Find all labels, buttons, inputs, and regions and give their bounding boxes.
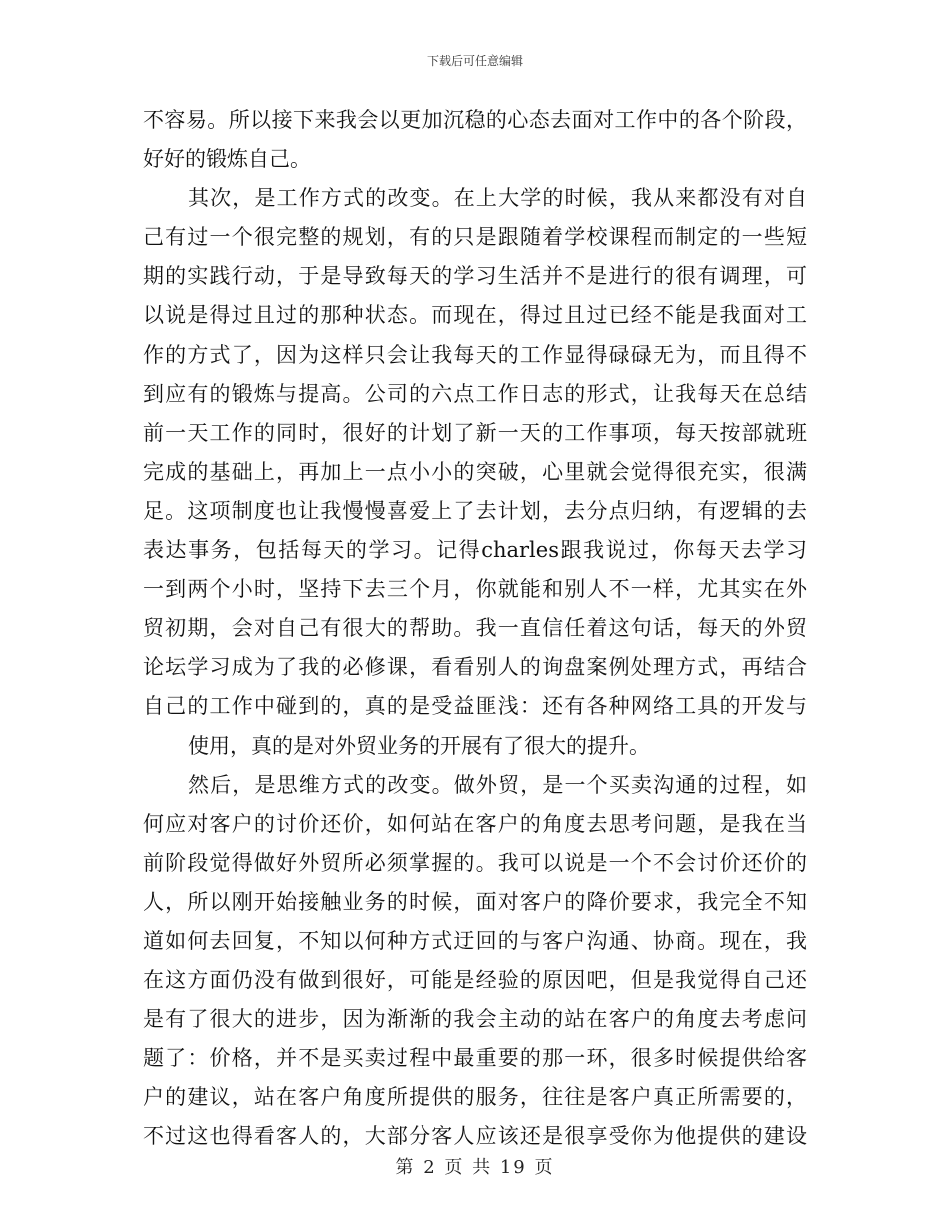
text-line-12: 表达事务，包括每天的学习。记得charles跟我说过，你每天去学习: [143, 538, 807, 563]
page-header: 下载后可任意编辑: [426, 54, 523, 68]
text-line-27: 不过这也得看客人的，大部分客人应该还是很享受你为他提供的建设: [143, 1124, 807, 1149]
text-line-14: 贸初期，会对自己有很大的帮助。我一直信任着这句话，每天的外贸: [143, 616, 807, 641]
text-line-3: 其次，是工作方式的改变。在上大学的时候，我从来都没有对自: [188, 186, 807, 211]
text-line-8: 到应有的锻炼与提高。公司的六点工作日志的形式，让我每天在总结: [143, 381, 807, 406]
text-line-25: 题了：价格，并不是买卖过程中最重要的那一环，很多时候提供给客: [143, 1046, 807, 1071]
text-line-5: 期的实践行动，于是导致每天的学习生活并不是进行的很有调理，可: [143, 264, 807, 289]
text-line-24: 是有了很大的进步，因为渐渐的我会主动的站在客户的角度去考虑问: [143, 1007, 807, 1032]
text-line-16: 自己的工作中碰到的，真的是受益匪浅：还有各种网络工具的开发与: [143, 694, 807, 719]
text-line-20: 前阶段觉得做好外贸所必须掌握的。我可以说是一个不会讨价还价的: [143, 850, 807, 875]
text-line-13: 一到两个小时，坚持下去三个月，你就能和别人不一样，尤其实在外: [143, 577, 807, 602]
text-line-18: 然后，是思维方式的改变。做外贸，是一个买卖沟通的过程，如: [188, 772, 807, 797]
text-line-17: 使用，真的是对外贸业务的开展有了很大的提升。: [188, 733, 650, 758]
text-line-22: 道如何去回复，不知以何种方式迂回的与客户沟通、协商。现在，我: [143, 928, 807, 953]
document-body: [143, 101, 807, 1157]
text-line-6: 以说是得过且过的那种状态。而现在，得过且过已经不能是我面对工: [143, 303, 807, 328]
text-line-15: 论坛学习成为了我的必修课，看看别人的询盘案例处理方式，再结合: [143, 655, 807, 680]
text-line-2: 好好的锻炼自己。: [143, 147, 311, 172]
text-line-9: 前一天工作的同时，很好的计划了新一天的工作事项，每天按部就班: [143, 420, 807, 445]
text-line-11: 足。这项制度也让我慢慢喜爱上了去计划，去分点归纳，有逻辑的去: [143, 498, 807, 523]
page-number-footer: 第 2 页 共 19 页: [395, 1157, 555, 1178]
text-line-21: 人，所以刚开始接触业务的时候，面对客户的降价要求，我完全不知: [143, 889, 807, 914]
text-line-10: 完成的基础上，再加上一点小小的突破，心里就会觉得很充实，很满: [143, 459, 807, 484]
text-line-1: 不容易。所以接下来我会以更加沉稳的心态去面对工作中的各个阶段，: [143, 108, 807, 132]
text-line-26: 户的建议，站在客户角度所提供的服务，往往是客户真正所需要的，: [143, 1085, 807, 1110]
text-line-7: 作的方式了，因为这样只会让我每天的工作显得碌碌无为，而且得不: [143, 342, 807, 367]
text-line-19: 何应对客户的讨价还价，如何站在客户的角度去思考问题，是我在当: [143, 811, 807, 836]
text-line-4: 己有过一个很完整的规划，有的只是跟随着学校课程而制定的一些短: [143, 225, 807, 250]
text-line-23: 在这方面仍没有做到很好，可能是经验的原因吧，但是我觉得自己还: [143, 968, 807, 993]
